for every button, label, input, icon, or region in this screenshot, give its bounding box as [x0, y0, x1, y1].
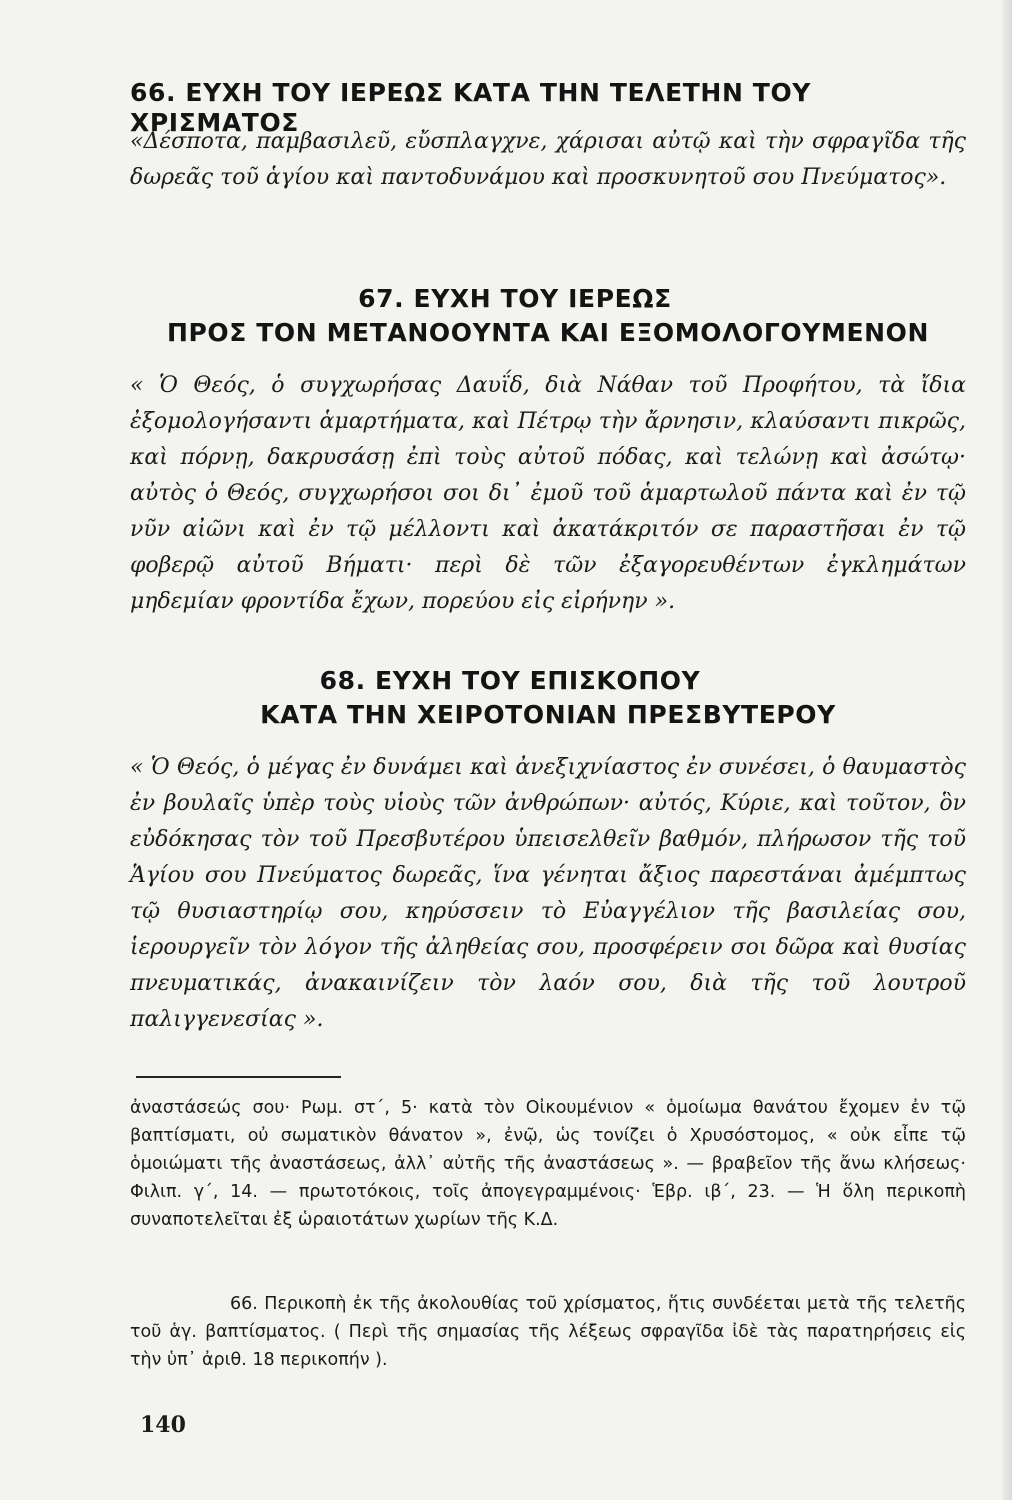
section-67-heading-line2: ΠΡΟΣ ΤΟΝ ΜΕΤΑΝΟΟΥΝΤΑ ΚΑΙ ΕΞΟΜΟΛΟΓΟΥΜΕΝΟΝ: [166, 318, 930, 347]
section-68-prayer: [130, 750, 966, 1038]
section-66-prayer: [130, 124, 966, 196]
page-number: 140: [140, 1412, 186, 1438]
prayer-text: « Ὁ Θεός, ὁ μέγας ἐν δυνάμει καὶ ἀνεξιχνίαστος ἐν συνέσει, ὁ θαυμαστὸς ἐν βουλαῖς ὑπὲρ τοὺς υἱοὺς τῶν ἀνθρώπων· αὐτός, Κύριε, καὶ τοῦτον, ὃν εὐδόκησας τὸν τοῦ Πρεσβυτέρου ὑπεισελθεῖν βαθμόν, πλήρωσον τῆς τοῦ Ἁγίου σου Πνεύματος δωρεᾶς, ἵνα γένηται ἄξιος παρεστάναι ἀμέμπτως τῷ θυσιαστηρίῳ σου, κηρύσσειν τὸ Εὐαγγέλιον τῆς βασιλείας σου, ἱερουργεῖν τὸν λόγον τῆς ἀληθείας σου, προσφέρειν σοι δῶρα καὶ θυσίας πνευματικάς, ἀνακαινίζειν τὸν λαόν σου, διὰ τῆς τοῦ λουτροῦ παλιγγενεσίας ».: [130, 755, 966, 1032]
section-66-heading: 66. ΕΥΧΗ ΤΟΥ ΙΕΡΕΩΣ ΚΑΤΑ ΤΗΝ ΤΕΛΕΤΗΝ ΤΟΥ ΧΡΙΣΜΑΤΟΣ: [130, 78, 811, 137]
footnote-66: [130, 1290, 966, 1374]
prayer-text: « Ὁ Θεός, ὁ συγχωρήσας Δαυΐδ, διὰ Νάθαν τοῦ Προφήτου, τὰ ἴδια ἐξομολογήσαντι ἁμαρτήματα, καὶ Πέτρῳ τὴν ἄρνησιν, κλαύσαντι πικρῶς, καὶ πόρνῃ, δακρυσάσῃ ἐπὶ τοὺς αὐτοῦ πόδας, καὶ τελώνῃ καὶ ἀσώτῳ· αὐτὸς ὁ Θεός, συγχωρήσοι σοι δι᾽ ἐμοῦ τοῦ ἁμαρτωλοῦ πάντα καὶ ἐν τῷ νῦν αἰῶνι καὶ ἐν τῷ μέλλοντι καὶ ἀκατάκριτόν σε παραστῆσαι ἐν τῷ φοβερῷ αὐτοῦ Βήματι· περὶ δὲ τῶν ἐξαγορευθέντων ἐγκλημάτων μηδεμίαν φροντίδα ἔχων, πορεύου εἰς εἰρήνην ».: [130, 373, 966, 614]
section-67-prayer: [130, 368, 966, 620]
section-68-heading-line1: 68. ΕΥΧΗ ΤΟΥ ΕΠΙΣΚΟΠΟΥ: [319, 666, 701, 695]
section-67-heading-line1: 67. ΕΥΧΗ ΤΟΥ ΙΕΡΕΩΣ: [358, 284, 672, 313]
footnote-text: 66. Περικοπὴ ἐκ τῆς ἀκολουθίας τοῦ χρίσματος, ἥτις συνδέεται μετὰ τῆς τελετῆς τοῦ ἁγ. βαπτίσματος. ( Περὶ τῆς σημασίας τῆς λέξεως σφραγῖδα ἰδὲ τὰς παρατηρήσεις εἰς τὴν ὑπ᾽ ἀριθ. 18 περικοπήν ).: [130, 1294, 966, 1370]
prayer-text: «Δέσποτα, παμβασιλεῦ, εὔσπλαγχνε, χάρισαι αὐτῷ καὶ τὴν σφραγῖδα τῆς δωρεᾶς τοῦ ἁγίου καὶ παντοδυνάμου καὶ προσκυνητοῦ σου Πνεύματος».: [130, 129, 966, 190]
page-edge: [1002, 0, 1012, 1500]
footnote-text: ἀναστάσεώς σου· Ρωμ. στ΄, 5· κατὰ τὸν Οἰκουμένιον « ὁμοίωμα θανάτου ἔχομεν ἐν τῷ βαπτίσματι, οὐ σωματικὸν θάνατον », ἐνῷ, ὡς τονίζει ὁ Χρυσόστομος, « οὐκ εἶπε τῷ ὁμοιώματι τῆς ἀναστάσεως, ἀλλ᾽ αὐτῆς τῆς ἀναστάσεως ». — βραβεῖον τῆς ἄνω κλήσεως· Φιλιπ. γ΄, 14. — πρωτοτόκοις, τοῖς ἀπογεγραμμένοις· Ἑβρ. ιβ΄, 23. — Ἡ ὅλη περικοπὴ συναποτελεῖται ἐξ ὡραιοτάτων χωρίων τῆς Κ.Δ.: [130, 1098, 966, 1230]
footnote-continued: [130, 1094, 966, 1234]
footnote-divider: [136, 1076, 341, 1078]
section-68-heading-line2: ΚΑΤΑ ΤΗΝ ΧΕΙΡΟΤΟΝΙΑΝ ΠΡΕΣΒΥΤΕΡΟΥ: [260, 700, 836, 729]
